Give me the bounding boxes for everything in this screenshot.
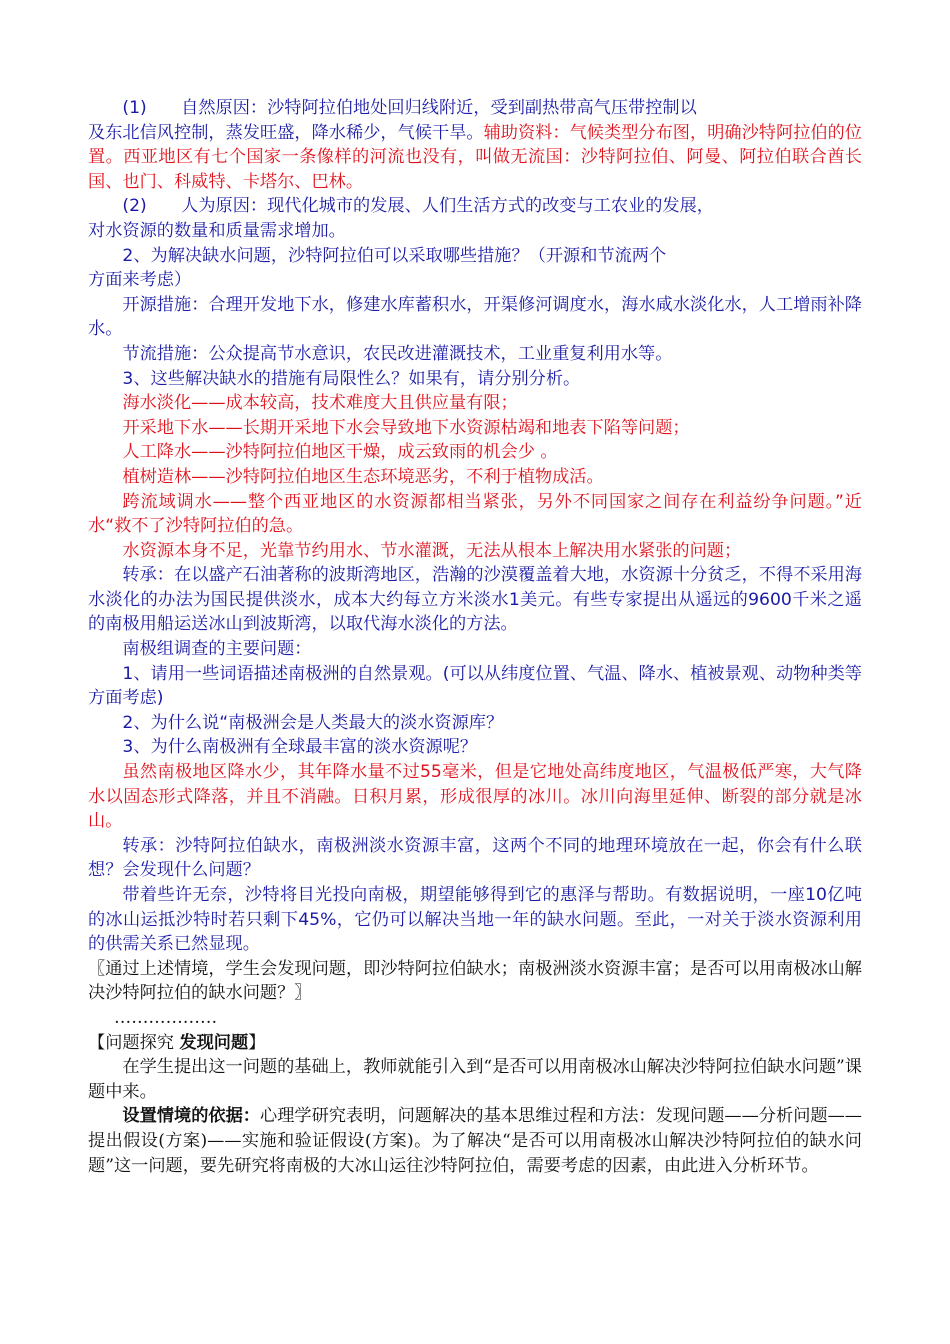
inquiry-bracket-open: 【 [88,1032,106,1053]
iceberg-paragraph: 带着些许无奈，沙特将目光投向南极，期望能够得到它的惠泽与帮助。有数据说明，一座10亿吨的冰山运抵沙特时若只剩下45%，它仍可以解决当地一年的缺水问题。至此，一对关于淡水资源利用的供需关系已然显现。 [88,885,862,955]
antarctic-question-3: 3、为什么南极洲有全球最丰富的淡水资源呢？ [122,737,478,758]
limit-afforestation: 植树造林——沙特阿拉伯地区生态环境恶劣，不利于植物成活。 [122,466,604,487]
supplementary-material: 辅助资料：气候类型分布图，明确沙特阿拉伯的位置。西亚地区有七个国家一条像样的河流也没有，叫做无流国：沙特阿拉伯、阿曼、阿拉伯联合酋长国、也门、科威特、卡塔尔、巴林。 [88,122,862,192]
inquiry-basis [88,1104,862,1178]
limit-water-transfer: 跨流域调水——整个西亚地区的水资源都相当紧张，另外不同国家之间存在利益纷争问题。”近水“救不了沙特阿拉伯的急。 [88,491,862,537]
inquiry-bracket-close: 】 [248,1032,266,1053]
limit-desalination: 海水淡化——成本较高，技术难度大且供应量有限； [122,393,518,414]
limit-artificial-rain: 人工降水——沙特阿拉伯地区干燥，成云致雨的机会少 。 [122,442,558,463]
open-source-measures: 开源措施：合理开发地下水，修建水库蓄积水，开渠修河调度水，海水咸水淡化水，人工增雨补降水。 [88,294,862,340]
question-2-line2: 方面来考虑） [88,270,192,291]
antarctic-question-1: 1、请用一些词语描述南极洲的自然景观。(可以从纬度位置、气温、降水、植被景观、动物种类等方面考虑) [88,663,862,709]
limit-groundwater: 开采地下水——长期开采地下水会导致地下水资源枯竭和地表下陷等问题； [122,417,690,438]
antarctic-heading: 南极组调查的主要问题： [122,639,312,660]
question-3: 3、这些解决缺水的措施有局限性么？如果有，请分别分析。 [122,368,581,389]
inquiry-basis-text: 心理学研究表明，问题解决的基本思维过程和方法：发现问题——分析问题——提出假设(方案)——实施和验证假设(方案)。为了解决“是否可以用南极冰山解决沙特阿拉伯的缺水问题”这一问题，要先研究将南极的大冰山运往沙特阿拉伯，需要考虑的因素，由此进入分析环节。 [88,1106,862,1176]
document-page [88,96,862,1178]
inquiry-heading [88,1031,862,1056]
transition-1: 转承：在以盛产石油著称的波斯湾地区，浩瀚的沙漠覆盖着大地，水资源十分贫乏，不得不采用海水淡化的办法为国民提供淡水，成本大约每立方米淡水1美元。有些专家提出从遥远的9600千米之遥的南极用船运送冰山到波斯湾，以取代海水淡化的方法。 [88,565,862,635]
cause-natural-continued: 及东北信风控制，蒸发旺盛，降水稀少，气候干旱。 [88,122,484,143]
cause-natural-text: 自然原因：沙特阿拉伯地处回归线附近，受到副热带高气压带控制以 [181,98,697,118]
antarctic-answer: 虽然南极地区降水少，其年降水量不过55毫米，但是它地处高纬度地区，气温极低严寒，大气降水以固态形式降落，并且不消融。日积月累，形成很厚的冰川。冰川向海里延伸、断裂的部分就是冰山。 [88,762,862,832]
summary-bracket: 〖通过上述情境，学生会发现问题，即沙特阿拉伯缺水；南极洲淡水资源丰富；是否可以用南极冰山解决沙特阿拉伯的缺水问题？〗 [88,958,862,1004]
conservation-measures: 节流措施：公众提高节水意识，农民改进灌溉技术，工业重复利用水等。 [122,343,673,364]
inquiry-basis-label: 设置情境的依据： [122,1106,260,1127]
limit-conservation: 水资源本身不足，光靠节约用水、节水灌溉，无法从根本上解决用水紧张的问题； [122,540,742,561]
ellipsis-dots: ……………… [114,1007,218,1028]
cause-human-number: (2) [122,196,147,217]
cause-human-text: 人为原因：现代化城市的发展、人们生活方式的改变与工农业的发展， [181,196,714,217]
cause-human-line1 [88,194,862,219]
inquiry-bold-title: 发现问题 [179,1032,249,1053]
cause-natural-line2 [88,121,862,195]
cause-natural-number: (1) [122,98,147,118]
cause-natural-line1 [88,96,862,121]
inquiry-label: 问题探究 [105,1032,180,1053]
antarctic-question-2: 2、为什么说“南极洲会是人类最大的淡水资源库？ [122,712,504,733]
transition-2: 转承：沙特阿拉伯缺水，南极洲淡水资源丰富，这两个不同的地理环境放在一起，你会有什么联想？会发现什么问题？ [88,835,862,881]
inquiry-paragraph-1: 在学生提出这一问题的基础上，教师就能引入到“是否可以用南极冰山解决沙特阿拉伯缺水问题”课题中来。 [88,1057,862,1102]
cause-human-line2: 对水资源的数量和质量需求增加。 [88,220,346,241]
question-2-line1: 2、为解决缺水问题，沙特阿拉伯可以采取哪些措施？（开源和节流两个 [122,245,667,266]
